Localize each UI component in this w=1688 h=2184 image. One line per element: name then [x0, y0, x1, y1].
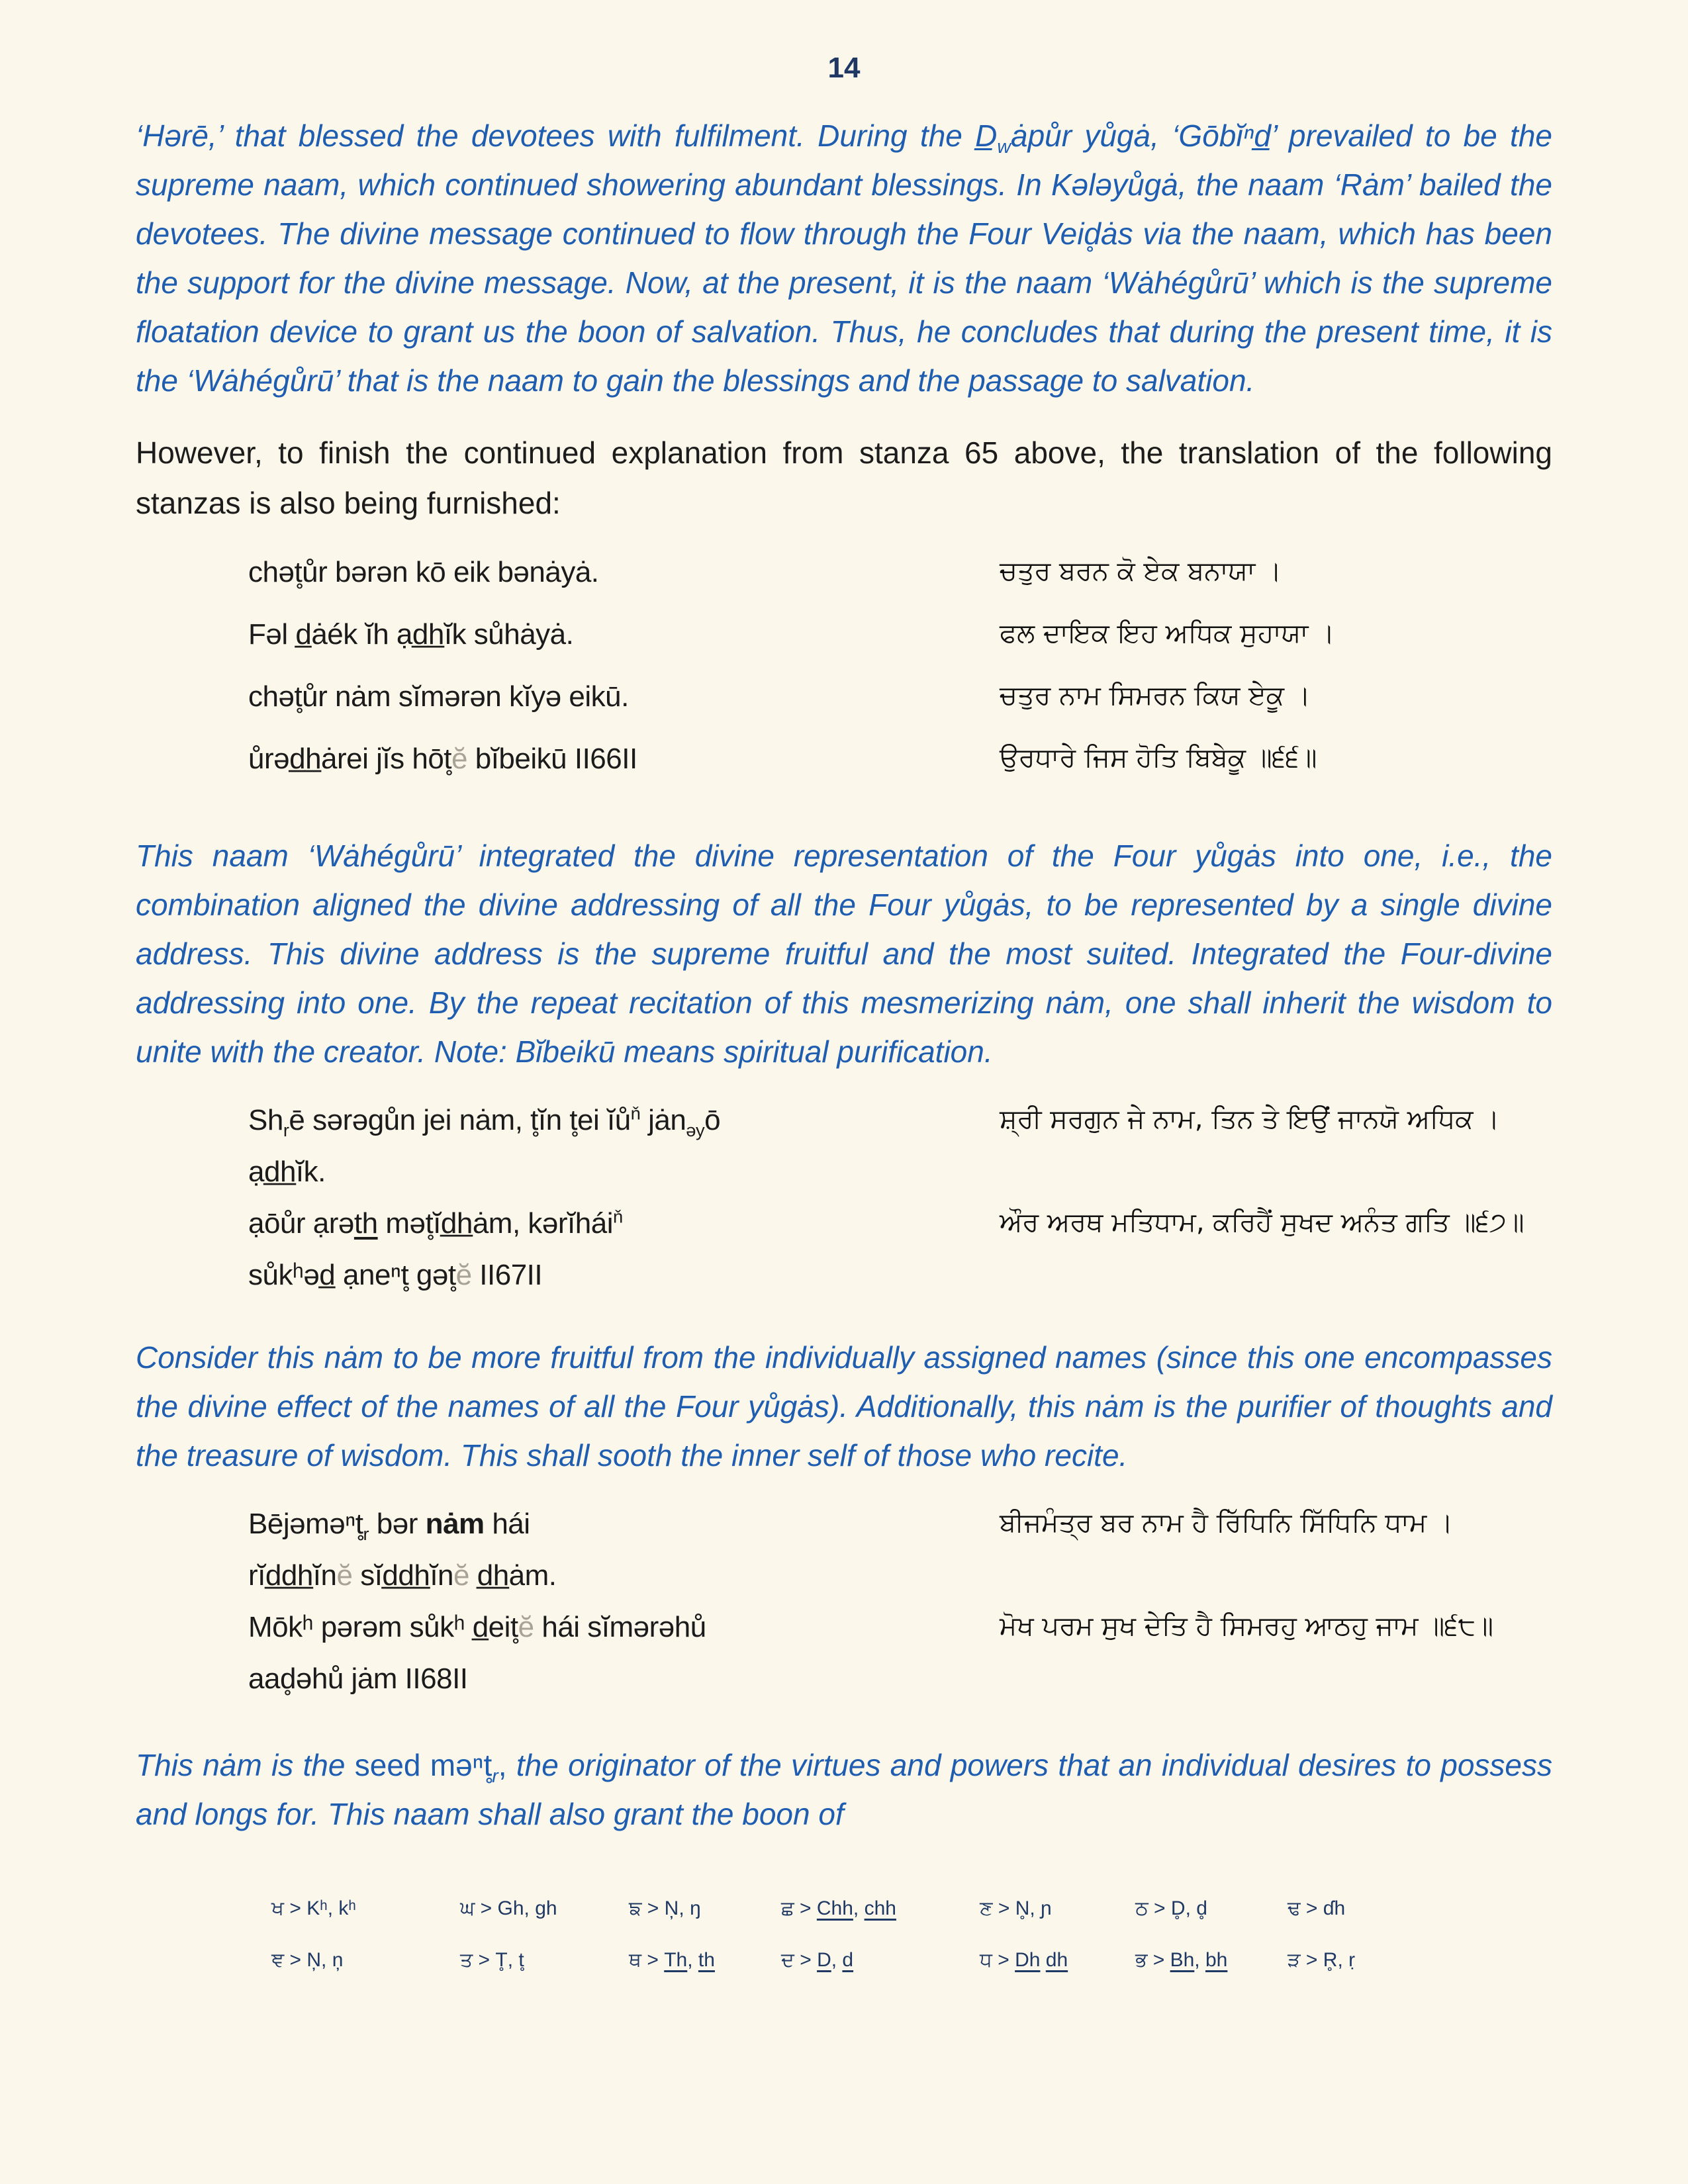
stanza-68-row-1 — [248, 1508, 1552, 1559]
stanza-67-transliteration-line-2: ạd̲h̲ĭk. — [248, 1156, 326, 1188]
stanza-68-transliteration-line-4: aad̥əhů jȧm II68II — [248, 1662, 468, 1695]
paragraph-commentary-4: This nȧm is the seed $mə^nt̥_r$, the originator of the virtues and powers that an individual desires to possess and longs for. This naam shall also grant the boon of — [136, 1748, 1552, 1831]
stanza-67-transliteration-line-1: $Sh_rē$ sərəgůn jei nȧm, t̥ĭn t̥ei $ĭů^ň$ jȧn$_{əy}$ō — [248, 1103, 721, 1140]
paragraph-translator-note: However, to finish the continued explanation from stanza 65 above, the translation of the following stanzas is also being furnished: — [136, 435, 1552, 520]
legend-cell-nga: ਙ > N̦, ŋ — [629, 1897, 701, 1919]
stanza-67-gurmukhi-line-1: ਸ਼੍ਰੀ ਸਰਗੁਨ ਜੇ ਨਾਮ, ਤਿਨ ਤੇ ਇਉਂ ਜਾਨਯੋ ਅਧਿਕ । — [1000, 1104, 1500, 1134]
stanza-68-transliteration-line-2: rĭd̲d̲h̲ĭnĕ sĭd̲d̲h̲ĭnĕ d̲h̲ȧm. — [248, 1559, 557, 1592]
legend-cell-nna: ਣ > N̥, ɲ — [980, 1897, 1052, 1919]
stanza-68-gurmukhi-line-2: ਮੋਖ ਪਰਮ ਸੁਖ ਦੇਤਿ ਹੈ ਸਿਮਰਹੁ ਆਠਹੁ ਜਾਮ ॥੬੮॥ — [1000, 1611, 1493, 1641]
legend-cell-ddha: ਢ > ɗh — [1288, 1897, 1346, 1919]
legend-cell-gha: ਘ > Gh, gh — [460, 1897, 557, 1919]
stanza-67 — [136, 1104, 1552, 1310]
stanza-67-transliteration-line-4: sůkʰəd̲ ạneⁿt̥ gət̥ĕ II67II — [248, 1259, 543, 1291]
legend-cell-rra: ੜ > R̥, ṛ — [1288, 1949, 1356, 1971]
stanza-68-transliteration-line-1: $Bējəmə^nt̥_r$ bər nȧm hái — [248, 1508, 530, 1544]
legend-row-2 — [271, 1948, 1552, 1972]
stanza-68-transliteration-line-3: Mōkʰ pərəm sůkʰ d̲eit̥ĕ hái sĭmərəhů — [248, 1611, 706, 1643]
legend-cell-bha: ਭ > Bh, bh — [1135, 1949, 1228, 1971]
stanza-66-row-1 — [248, 556, 1552, 618]
legend-cell-kha: ਖ > Kʰ, kʰ — [271, 1897, 356, 1919]
legend-cell-tha: ਥ > Th, th — [629, 1949, 715, 1971]
stanza-68-row-3 — [248, 1611, 1552, 1662]
stanza-66-gurmukhi-line-2: ਫਲ ਦਾਇਕ ਇਹ ਅਧਿਕ ਸੁਹਾਯਾ । — [1000, 618, 1335, 649]
stanza-66-gurmukhi-line-3: ਚਤੁਰ ਨਾਮ ਸਿਮਰਨ ਕਿਯ ਏਕੂ । — [1000, 680, 1311, 711]
legend-row-1 — [271, 1897, 1552, 1921]
stanza-66-row-3 — [248, 680, 1552, 743]
stanza-66-transliteration-line-4: ůrəd̲h̲ȧrei jĭs hōt̥ĕ bĭbeikū II66II — [248, 743, 637, 775]
paragraph-commentary-2: This naam ‘Wȧhégůrū’ integrated the divine representation of the Four yůgȧs into one, i.e., the combination aligned the divine addressing of all the Four yůgȧs, to be represented by a single divine address. This divine address is the supreme fruitful and the most suited. Integrated the Four-divine addressing into one. By the repeat recitation of this mesmerizing nȧm, one shall inherit the wisdom to unite with the creator. Note: Bĭbeikū means spiritual purification. — [136, 839, 1552, 1069]
stanza-66-transliteration-line-1: chət̥ůr bərən kō eik bənȧyȧ. — [248, 556, 599, 588]
paragraph-commentary-3: Consider this nȧm to be more fruitful from the individually assigned names (since this one encompasses the divine effect of the names of all the Four yůgȧs). Additionally, this nȧm is the purifier of thoughts and the treasure of wisdom. This shall sooth the inner self of those who recite. — [136, 1340, 1552, 1473]
stanza-67-row-2 — [248, 1156, 1552, 1207]
legend-cell-dha: ਧ > Dh dh — [980, 1949, 1068, 1971]
stanza-66-gurmukhi-line-1: ਚਤੁਰ ਬਰਨ ਕੋ ਏਕ ਬਨਾਯਾ । — [1000, 556, 1282, 586]
stanza-68-row-4 — [248, 1662, 1552, 1714]
stanza-66-row-4 — [248, 743, 1552, 805]
stanza-68-gurmukhi-line-1: ਬੀਜਮੰਤ੍ਰ ਬਰ ਨਾਮ ਹੈ ਰਿੱਧਿਨਿ ਸਿੱਧਿਨਿ ਧਾਮ । — [1000, 1508, 1453, 1538]
stanza-68-row-2 — [248, 1559, 1552, 1611]
transliteration-legend — [271, 1897, 1552, 1972]
stanza-66 — [136, 556, 1552, 805]
stanza-67-gurmukhi-line-2: ਔਰ ਅਰਥ ਮਤਿਧਾਮ, ਕਰਿਹੈਂ ਸੁਖਦ ਅਨੰਤ ਗਤਿ ॥੬੭॥ — [1000, 1207, 1524, 1238]
stanza-66-transliteration-line-3: chət̥ůr nȧm sĭmərən kĭyə eikū. — [248, 680, 629, 713]
stanza-68 — [136, 1508, 1552, 1714]
legend-cell-ttha: ਠ > D̥, d̥ — [1135, 1897, 1207, 1919]
stanza-66-gurmukhi-line-4: ਉਰਧਾਰੇ ਜਿਸ ਹੋਤਿ ਬਿਬੇਕੂ ॥੬੬॥ — [1000, 743, 1317, 773]
stanza-67-transliteration-line-3: ạōůr ạrəth mət̥ĭd̲h̲ȧm, kərĭhái$^ň$ — [248, 1206, 623, 1240]
paragraph-commentary-1: ‘Hərē,’ that blessed the devotees with fulfilment. During the $D̲_wȧpůr$ yůgȧ, ‘Gōbĭⁿd̲’ prevailed to be the supreme naam, which continued showering abundant blessings. In Kələyůgȧ, the naam ‘Rȧm’ bailed the devotees. The divine message continued to flow through the Four Veid̥ȧs via the naam, which has been the support for the divine message. Now, at the present, it is the naam ‘Wȧhégůrū’ which is the supreme floatation device to grant us the boon of salvation. Thus, he concludes that during the present time, it is the ‘Wȧhégůrū’ that is the naam to gain the blessings and the passage to salvation. — [136, 118, 1552, 398]
page-number: 14 — [827, 52, 861, 84]
stanza-66-row-2 — [248, 618, 1552, 680]
legend-cell-nya: ਞ > N̦, n̦ — [271, 1949, 344, 1971]
legend-cell-ta: ਤ > T̥, t̥ — [460, 1949, 524, 1971]
stanza-67-row-4 — [248, 1259, 1552, 1310]
legend-cell-chha: ਛ > Chh, chh — [781, 1897, 896, 1919]
stanza-67-row-1 — [248, 1104, 1552, 1156]
stanza-66-transliteration-line-2: Fəl d̲ȧék ĭh ạd̲h̲ĭk sůhȧyȧ. — [248, 618, 574, 651]
stanza-67-row-3 — [248, 1207, 1552, 1259]
legend-cell-da: ਦ > D, d — [781, 1949, 854, 1971]
